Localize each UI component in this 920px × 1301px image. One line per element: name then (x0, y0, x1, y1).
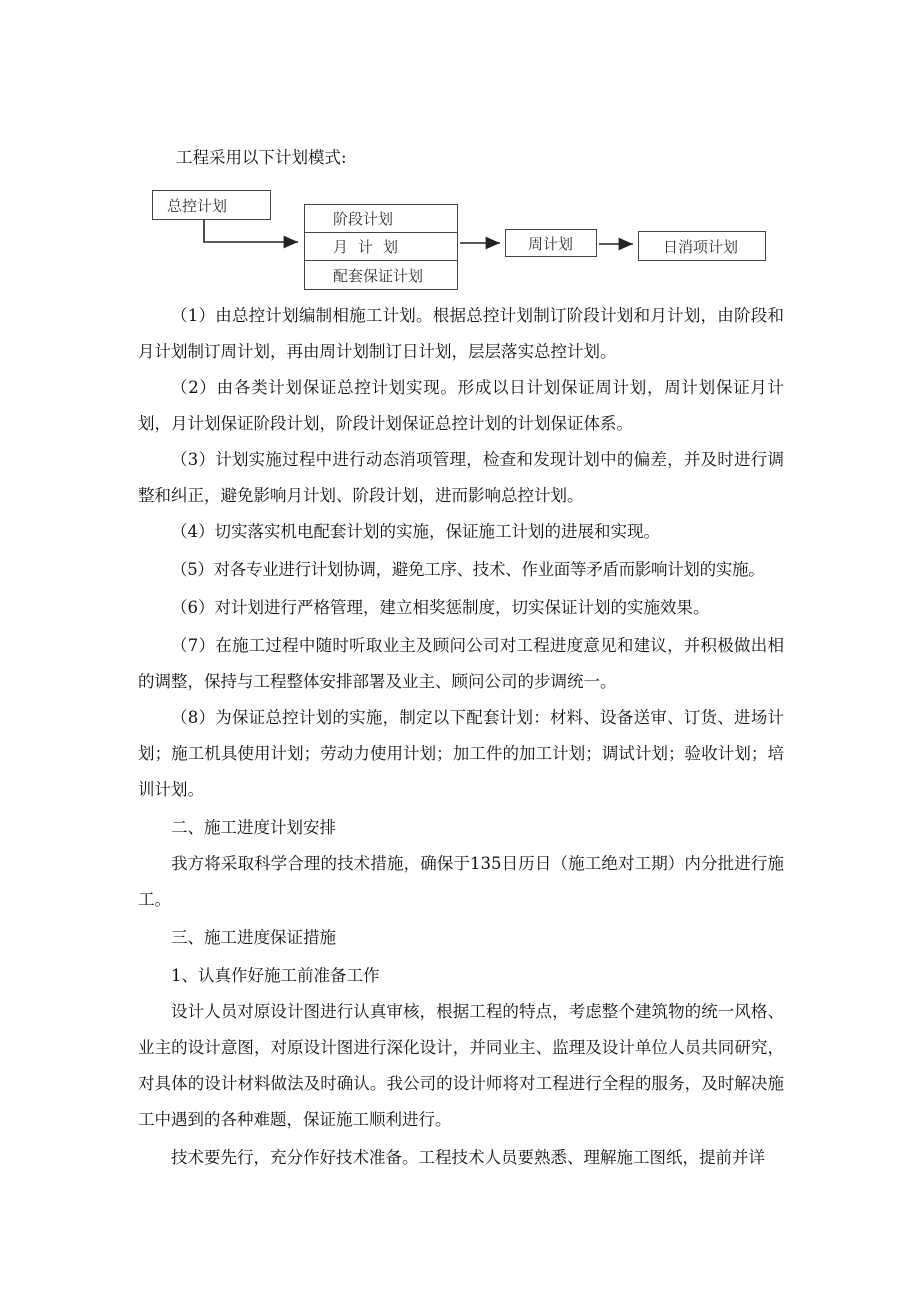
diagram-arrows (0, 0, 920, 320)
item-4: （4）切实落实机电配套计划的实施，保证施工计划的进展和实现。 (171, 522, 660, 541)
item-3: （3）计划实施过程中进行动态消项管理，检查和发现计划中的偏差，并及时进行调整和纠正，避免影响月计划、阶段计划，进而影响总控计划。 (138, 450, 784, 505)
item-2: （2）由各类计划保证总控计划实现。形成以日计划保证周计划，周计划保证月计划，月计划保证阶段计划，阶段计划保证总控计划的计划保证体系。 (138, 378, 784, 433)
support-plan-cell: 配套保证计划 (333, 266, 424, 285)
intro-text: 工程采用以下计划模式: (176, 148, 347, 167)
item-6: （6）对计划进行严格管理，建立相奖惩制度，切实保证计划的实施效果。 (171, 598, 710, 617)
item-1: （1）由总控计划编制相施工计划。根据总控计划制订阶段计划和月计划，由阶段和月计划制订周计划，再由周计划制订日计划，层层落实总控计划。 (138, 306, 784, 361)
section-2-heading: 二、施工进度计划安排 (171, 818, 336, 837)
section-3-sub-1: 1、认真作好施工前准备工作 (171, 966, 380, 985)
total-plan-label: 总控计划 (167, 196, 228, 215)
stage-plan-cell: 阶段计划 (305, 205, 457, 233)
section-2-text: 我方将采取科学合理的技术措施，确保于135日历日（施工绝对工期）内分批进行施工。 (138, 854, 784, 909)
section-3-heading: 三、施工进度保证措施 (171, 928, 336, 947)
daily-plan-label: 日消项计划 (663, 237, 739, 256)
total-plan-box (152, 190, 271, 220)
monthly-plan-cell: 月计划 (305, 233, 457, 261)
item-5: （5）对各专业进行计划协调，避免工序、技术、作业面等矛盾而影响计划的实施。 (171, 560, 765, 579)
arrow-total-to-stack (204, 220, 298, 242)
plan-stack-box (304, 204, 458, 290)
weekly-plan-label: 周计划 (528, 234, 574, 253)
section-3-paragraph-1: 设计人员对原设计图进行认真审核，根据工程的特点，考虑整个建筑物的统一风格、业主的设计意图，对原设计图进行深化设计，并同业主、监理及设计单位人员共同研究，对具体的设计材料做法及时确认。我公司的设计师将对工程进行全程的服务，及时解决施工中遇到的各种难题，保证施工顺利进行。 (138, 1002, 784, 1129)
daily-plan-box (638, 231, 766, 261)
item-7: （7）在施工过程中随时听取业主及顾问公司对工程进度意见和建议，并积极做出相的调整，保持与工程整体安排部署及业主、顾问公司的步调统一。 (138, 636, 784, 691)
weekly-plan-box (505, 229, 597, 257)
section-3-paragraph-2: 技术要先行，充分作好技术准备。工程技术人员要熟悉、理解施工图纸，提前并详 (171, 1148, 765, 1167)
item-8: （8）为保证总控计划的实施，制定以下配套计划：材料、设备送审、订货、进场计划；施工机具使用计划；劳动力使用计划；加工件的加工计划；调试计划；验收计划；培训计划。 (138, 708, 784, 799)
